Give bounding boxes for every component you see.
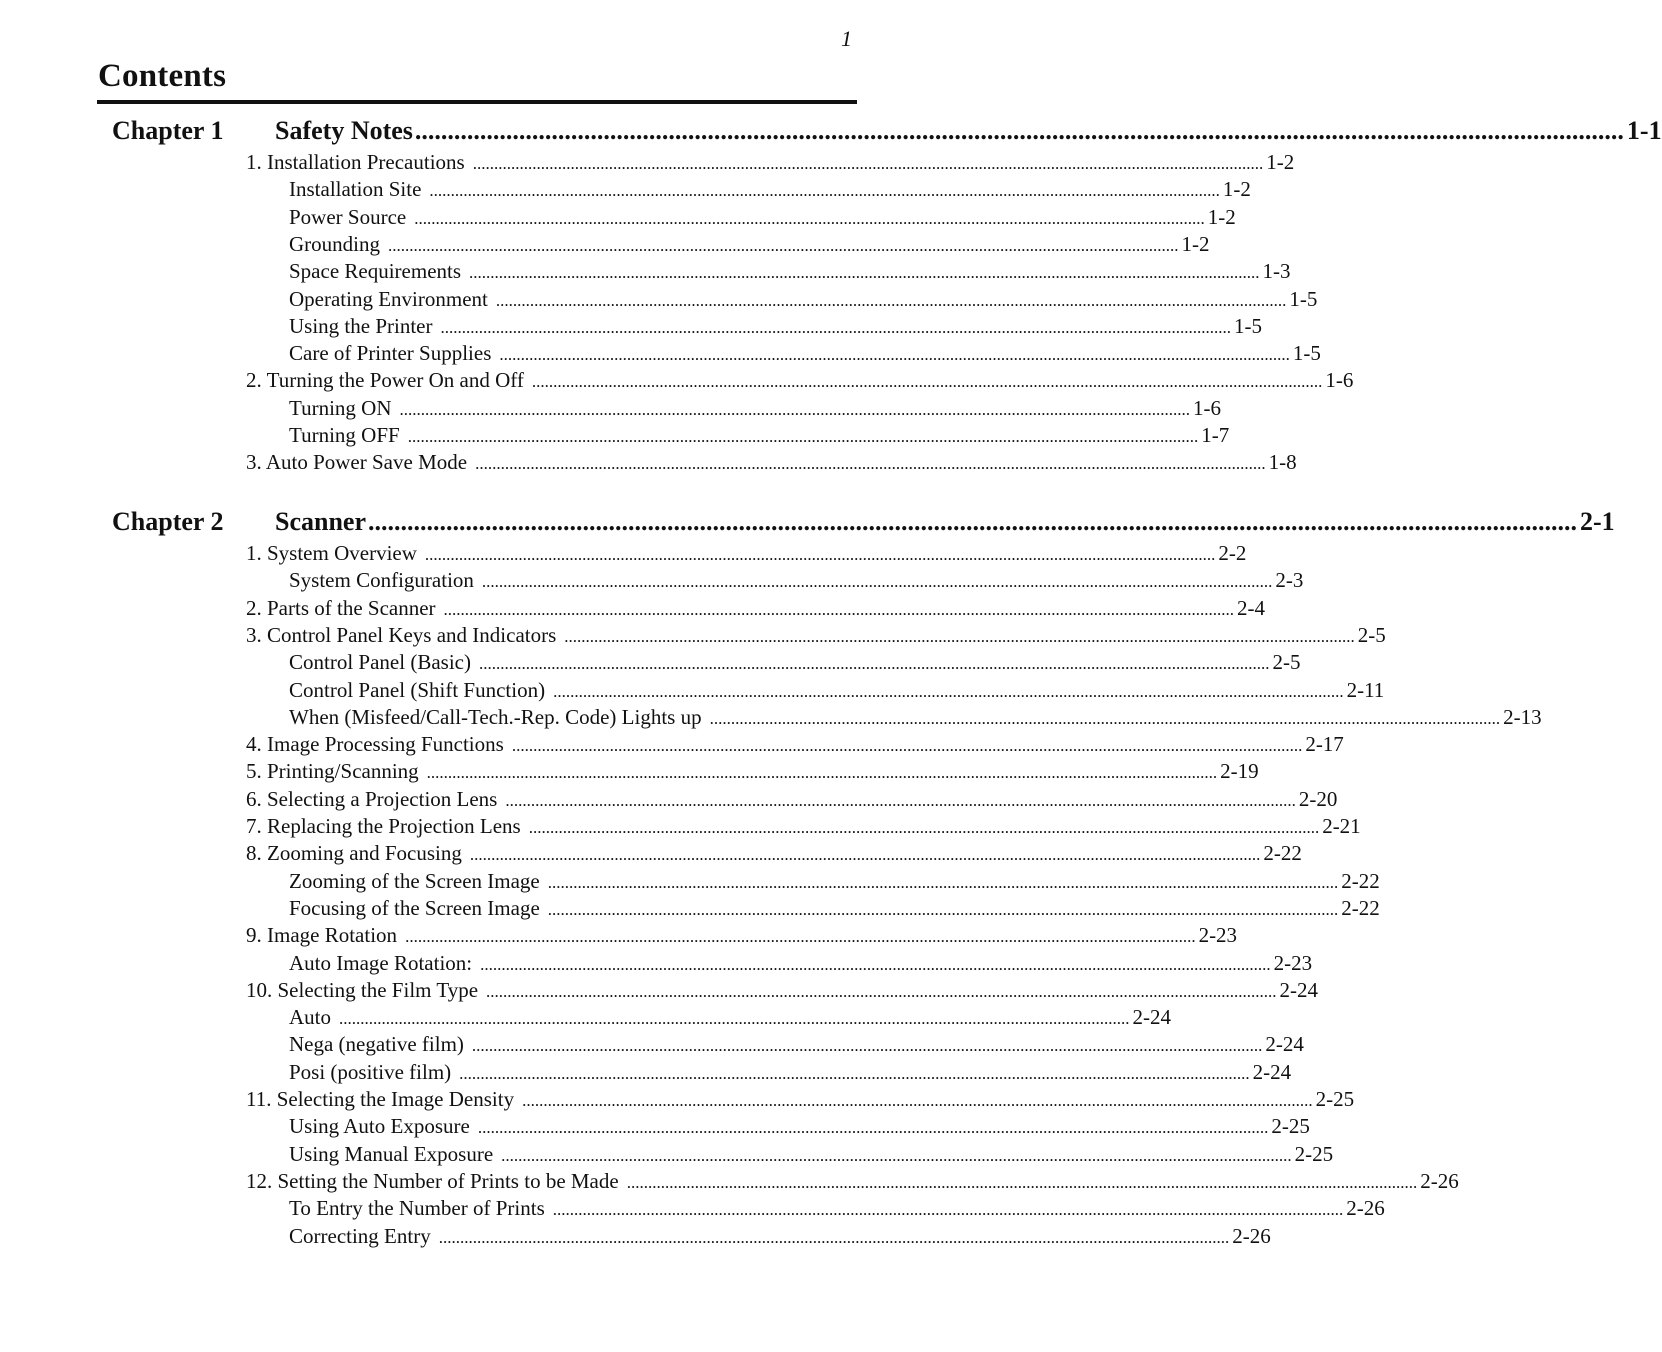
entry-page-number: 2-4: [1237, 596, 1266, 620]
toc-subsection-entry[interactable]: [289, 423, 1230, 449]
dot-leader: ..........................................................................................................................................................................................: [522, 1091, 1313, 1110]
dot-leader: ..........................................................................................................................................................................................: [486, 982, 1277, 1001]
entry-page-number: 2-22: [1341, 869, 1380, 893]
dot-leader: ..........................................................................................................................................................................................: [469, 263, 1260, 282]
toc-subsection-entry[interactable]: [289, 259, 1291, 285]
entry-page-number: 2-2: [1218, 541, 1247, 565]
entry-title: 7. Replacing the Projection Lens: [246, 814, 521, 838]
chapter-heading[interactable]: [112, 507, 1615, 541]
entry-page-number: 1-6: [1325, 368, 1354, 392]
toc-subsection-entry[interactable]: [289, 177, 1251, 203]
entry-page-number: 2-24: [1265, 1032, 1304, 1056]
dot-leader: ..........................................................................................................................................................................................: [414, 209, 1205, 228]
entry-title: 2. Parts of the Scanner: [246, 596, 436, 620]
toc-section-entry[interactable]: [246, 450, 1297, 476]
toc-subsection-entry[interactable]: [289, 341, 1321, 367]
chapter-label: Chapter 2: [112, 507, 224, 536]
entry-page-number: 2-24: [1279, 978, 1319, 1002]
entry-title: 1. Installation Precautions: [246, 150, 465, 174]
toc-subsection-entry[interactable]: [289, 1060, 1292, 1086]
entry-title: 3. Auto Power Save Mode: [246, 450, 468, 474]
dot-leader: ..........................................................................................................................................................................................: [472, 154, 1264, 173]
entry-title: Power Source: [289, 205, 407, 229]
dot-leader: ..........................................................................................................................................................................................: [339, 1009, 1130, 1028]
entry-title: Using Auto Exposure: [289, 1114, 470, 1138]
toc-subsection-entry[interactable]: [289, 896, 1380, 922]
entry-title: When (Misfeed/Call-Tech.-Rep. Code) Lights up: [289, 705, 702, 729]
entry-title: Focusing of the Screen Image: [289, 896, 540, 920]
toc-section-entry[interactable]: [246, 368, 1354, 394]
entry-title: 1. System Overview: [246, 541, 417, 565]
dot-leader: ..........................................................................................................................................................................................: [547, 873, 1339, 892]
entry-title: 8. Zooming and Focusing: [246, 841, 462, 865]
entry-page-number: 2-22: [1263, 841, 1302, 865]
entry-title: Control Panel (Basic): [289, 650, 471, 674]
dot-leader: ..........................................................................................................................................................................................: [531, 372, 1323, 391]
entry-title: Using Manual Exposure: [289, 1142, 494, 1166]
dot-leader: ..........................................................................................................................................................................................: [564, 627, 1355, 646]
dot-leader: ..........................................................................................................................................................................................: [626, 1173, 1418, 1192]
entry-page-number: 2-13: [1503, 705, 1542, 729]
toc-subsection-entry[interactable]: [289, 205, 1236, 231]
entry-title: Correcting Entry: [289, 1224, 431, 1248]
dot-leader: ..........................................................................................................................................................................................: [424, 545, 1216, 564]
entry-title: 2. Turning the Power On and Off: [246, 368, 524, 392]
toc-subsection-entry[interactable]: [289, 1114, 1310, 1140]
dot-leader: ..........................................................................................................................................................................................: [438, 1228, 1230, 1247]
page-number: 1: [841, 26, 852, 51]
entry-title: Operating Environment: [289, 287, 488, 311]
title-divider: [97, 100, 857, 104]
entry-page-number: 2-24: [1252, 1060, 1292, 1084]
dot-leader: ..........................................................................................................................................................................................: [505, 791, 1296, 810]
toc-subsection-entry[interactable]: [289, 1142, 1334, 1168]
dot-leader: ..........................................................................................................................................................................................: [388, 236, 1179, 255]
entry-title: To Entry the Number of Prints: [289, 1196, 545, 1220]
entry-page-number: 2-26: [1232, 1224, 1271, 1248]
toc-subsection-entry[interactable]: [289, 951, 1313, 977]
entry-page-number: 2-26: [1420, 1169, 1459, 1193]
entry-title: 5. Printing/Scanning: [246, 759, 419, 783]
entry-page-number: 1-5: [1233, 314, 1262, 338]
toc-subsection-entry[interactable]: [289, 1005, 1171, 1031]
entry-page-number: 2-25: [1271, 1114, 1310, 1138]
entry-title: 12. Setting the Number of Prints to be Made: [246, 1169, 619, 1193]
entry-title: 9. Image Rotation: [246, 923, 398, 947]
chapter-label: Chapter 1: [112, 116, 224, 145]
dot-leader: ..........................................................................................................................................................................................: [459, 1064, 1250, 1083]
entry-title: Space Requirements: [289, 259, 462, 283]
entry-title: Turning ON: [289, 396, 392, 420]
entry-page-number: 2-25: [1315, 1087, 1355, 1111]
page-title: Contents: [98, 58, 227, 94]
entry-title: 6. Selecting a Projection Lens: [246, 787, 498, 811]
entry-title: System Configuration: [289, 568, 474, 592]
chapter-title: Safety Notes: [275, 116, 413, 145]
toc-section-entry[interactable]: [246, 978, 1319, 1004]
entry-title: Control Panel (Shift Function): [289, 678, 546, 702]
dot-leader: ..........................................................................................................................................................................................: [471, 1036, 1263, 1055]
entry-page-number: 1-7: [1201, 423, 1230, 447]
entry-page-number: 1-2: [1222, 177, 1251, 201]
toc-section-entry[interactable]: [246, 787, 1338, 813]
toc-subsection-entry[interactable]: [289, 232, 1210, 258]
entry-page-number: 2-5: [1357, 623, 1386, 647]
dot-leader: ..........................................................................................................................................................................................: [368, 507, 1577, 536]
entry-page-number: 2-23: [1198, 923, 1238, 947]
entry-page-number: 1-8: [1268, 450, 1297, 474]
dot-leader: ..........................................................................................................................................................................................: [405, 927, 1196, 946]
entry-title: Grounding: [289, 232, 380, 256]
dot-leader: ..........................................................................................................................................................................................: [426, 763, 1218, 782]
dot-leader: ..........................................................................................................................................................................................: [495, 291, 1287, 310]
dot-leader: ..........................................................................................................................................................................................: [440, 318, 1231, 337]
toc-section-entry[interactable]: [246, 1087, 1355, 1113]
entry-title: 4. Image Processing Functions: [246, 732, 504, 756]
entry-page-number: 2-26: [1346, 1196, 1385, 1220]
toc-subsection-entry[interactable]: [289, 869, 1380, 895]
dot-leader: ..........................................................................................................................................................................................: [552, 1200, 1344, 1219]
entry-title: Care of Printer Supplies: [289, 341, 492, 365]
dot-leader: ..........................................................................................................................................................................................: [480, 955, 1271, 974]
toc-subsection-entry[interactable]: [289, 705, 1542, 731]
entry-page-number: 2-3: [1275, 568, 1304, 592]
toc-subsection-entry[interactable]: [289, 314, 1262, 340]
toc-section-entry[interactable]: [246, 923, 1238, 949]
toc-subsection-entry[interactable]: [289, 650, 1301, 676]
dot-leader: ..........................................................................................................................................................................................: [499, 345, 1290, 364]
entry-title: 11. Selecting the Image Density: [246, 1087, 515, 1111]
chapter-title: Scanner: [275, 507, 366, 536]
entry-page-number: 1-2: [1181, 232, 1210, 256]
entry-page-number: 2-25: [1294, 1142, 1334, 1166]
entry-page-number: 1-2: [1266, 150, 1295, 174]
toc-section-entry[interactable]: [246, 623, 1386, 649]
entry-page-number: 1-3: [1262, 259, 1291, 283]
dot-leader: ..........................................................................................................................................................................................: [399, 400, 1190, 419]
toc-subsection-entry[interactable]: [289, 396, 1221, 422]
entry-page-number: 1-5: [1289, 287, 1318, 311]
dot-leader: ..........................................................................................................................................................................................: [477, 1118, 1269, 1137]
toc-subsection-entry[interactable]: [289, 287, 1318, 313]
entry-page-number: 2-24: [1132, 1005, 1171, 1029]
toc-section-entry[interactable]: [246, 841, 1302, 867]
dot-leader: ..........................................................................................................................................................................................: [475, 454, 1266, 473]
toc-subsection-entry[interactable]: [289, 1196, 1385, 1222]
entry-page-number: 1-6: [1193, 396, 1221, 420]
dot-leader: ..........................................................................................................................................................................................: [429, 181, 1220, 200]
chapter-page-number: 2-1: [1580, 507, 1615, 536]
toc-section-entry[interactable]: [246, 1169, 1459, 1195]
toc-section-entry[interactable]: [246, 596, 1266, 622]
entry-page-number: 2-20: [1298, 787, 1338, 811]
dot-leader: ..........................................................................................................................................................................................: [443, 600, 1235, 619]
chapter-page-number: 1-1: [1626, 116, 1662, 145]
entry-page-number: 2-23: [1273, 951, 1313, 975]
entry-title: Zooming of the Screen Image: [289, 869, 540, 893]
entry-title: Installation Site: [289, 177, 422, 201]
entry-page-number: 2-22: [1341, 896, 1380, 920]
entry-title: 3. Control Panel Keys and Indicators: [246, 623, 557, 647]
entry-title: Turning OFF: [289, 423, 400, 447]
entry-page-number: 2-11: [1346, 678, 1385, 702]
toc-section-entry[interactable]: [246, 814, 1361, 840]
toc-section-entry[interactable]: [246, 541, 1247, 567]
dot-leader: ..........................................................................................................................................................................................: [481, 572, 1273, 591]
entry-title: 10. Selecting the Film Type: [246, 978, 479, 1002]
dot-leader: ..........................................................................................................................................................................................: [478, 654, 1270, 673]
dot-leader: ..........................................................................................................................................................................................: [709, 709, 1501, 728]
entry-title: Auto Image Rotation:: [289, 951, 473, 975]
entry-title: Auto: [289, 1005, 331, 1029]
toc-subsection-entry[interactable]: [289, 678, 1385, 704]
toc-section-entry[interactable]: [246, 759, 1259, 785]
entry-page-number: 2-19: [1220, 759, 1259, 783]
toc-section-entry[interactable]: [246, 732, 1344, 758]
dot-leader: ..........................................................................................................................................................................................: [528, 818, 1320, 837]
dot-leader: ..........................................................................................................................................................................................: [501, 1146, 1292, 1165]
entry-page-number: 2-5: [1272, 650, 1301, 674]
toc-section-entry[interactable]: [246, 150, 1295, 176]
dot-leader: ..........................................................................................................................................................................................: [553, 682, 1344, 701]
dot-leader: ..........................................................................................................................................................................................: [407, 427, 1199, 446]
chapter-heading[interactable]: [112, 116, 1662, 150]
dot-leader: ..........................................................................................................................................................................................: [511, 736, 1303, 755]
dot-leader: ..........................................................................................................................................................................................: [547, 900, 1339, 919]
entry-page-number: 2-21: [1322, 814, 1361, 838]
toc-subsection-entry[interactable]: [289, 1032, 1304, 1058]
toc-subsection-entry[interactable]: [289, 568, 1304, 594]
entry-page-number: 1-5: [1292, 341, 1321, 365]
entry-title: Using the Printer: [289, 314, 433, 338]
entry-title: Nega (negative film): [289, 1032, 464, 1056]
dot-leader: ..........................................................................................................................................................................................: [469, 845, 1261, 864]
entry-page-number: 2-17: [1305, 732, 1344, 756]
entry-page-number: 1-2: [1207, 205, 1236, 229]
dot-leader: ..........................................................................................................................................................................................: [414, 116, 1624, 145]
entry-title: Posi (positive film): [289, 1060, 452, 1084]
toc-subsection-entry[interactable]: [289, 1224, 1271, 1250]
